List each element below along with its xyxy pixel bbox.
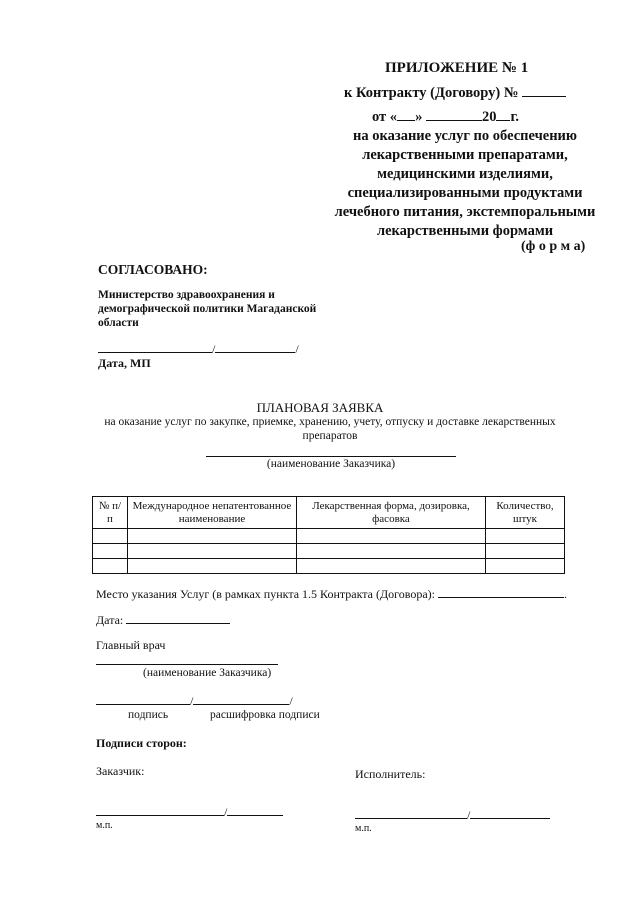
decoding-caption: расшифровка подписи: [210, 709, 320, 721]
subject-line: лечебного питания, экстемпоральными: [334, 204, 596, 220]
service-place-field: Место указания Услуг (в рамках пункта 1.5 Контракта (Договора): .: [96, 587, 568, 601]
signature-caption: подпись: [128, 709, 169, 721]
approval-date-label: Дата, МП: [98, 356, 151, 370]
contract-date-line: от « » 20 г.: [372, 109, 520, 125]
request-table: [92, 496, 565, 574]
request-title: ПЛАНОВАЯ ЗАЯВКА: [256, 400, 384, 415]
date-field: Дата:: [96, 611, 230, 628]
customer-name-line: [206, 456, 456, 457]
subject-line: специализированными продуктами: [347, 185, 583, 201]
header-quantity: Количество, штук: [486, 497, 565, 529]
chief-signature-line: / /: [96, 692, 293, 709]
subject-line: медицинскими изделиями,: [377, 166, 553, 182]
table-row: [93, 544, 565, 559]
chief-doctor-label: Главный врач: [96, 638, 166, 652]
ministry-name: Министерство здравоохранения и демографической политики Магаданской области: [98, 289, 317, 329]
contract-line: к Контракту (Договору) №: [344, 84, 566, 103]
customer-stamp-label: м.п.: [96, 820, 113, 831]
appendix-title: ПРИЛОЖЕНИЕ № 1: [385, 60, 529, 76]
table-row: [93, 529, 565, 544]
table-row: [93, 559, 565, 574]
executor-signature-line: /: [355, 806, 550, 823]
approved-label: СОГЛАСОВАНО:: [98, 262, 208, 277]
header-number: № п/п: [93, 497, 128, 529]
date-blank[interactable]: [126, 611, 230, 624]
chief-customer-caption: (наименование Заказчика): [143, 667, 272, 679]
contract-subject: [300, 127, 630, 241]
service-place-blank[interactable]: [438, 585, 564, 598]
chief-customer-line: [96, 664, 278, 665]
contract-number-blank: [522, 84, 566, 97]
customer-signature-line: /: [96, 803, 283, 820]
approval-signature-line: / /: [98, 340, 299, 357]
subject-line: лекарственными формами: [376, 223, 554, 239]
header-dosage-form: Лекарственная форма, дозировка, фасовка: [297, 497, 486, 529]
signatures-title: Подписи сторон:: [96, 736, 187, 750]
form-label: (ф о р м а): [521, 239, 586, 254]
table-header-row: [93, 497, 565, 529]
subject-line: лекарственными препаратами,: [362, 147, 568, 163]
header-inn: Международное непатентованное наименование: [128, 497, 297, 529]
subject-line: на оказание услуг по обеспечению: [353, 128, 577, 144]
customer-caption: (наименование Заказчика): [266, 458, 396, 470]
customer-label: Заказчик:: [96, 764, 145, 778]
executor-stamp-label: м.п.: [355, 823, 372, 834]
request-subtitle: на оказание услуг по закупке, приемке, хранению, учету, отпуску и доставке лекарственных препаратов: [104, 416, 556, 442]
executor-label: Исполнитель:: [355, 767, 426, 781]
